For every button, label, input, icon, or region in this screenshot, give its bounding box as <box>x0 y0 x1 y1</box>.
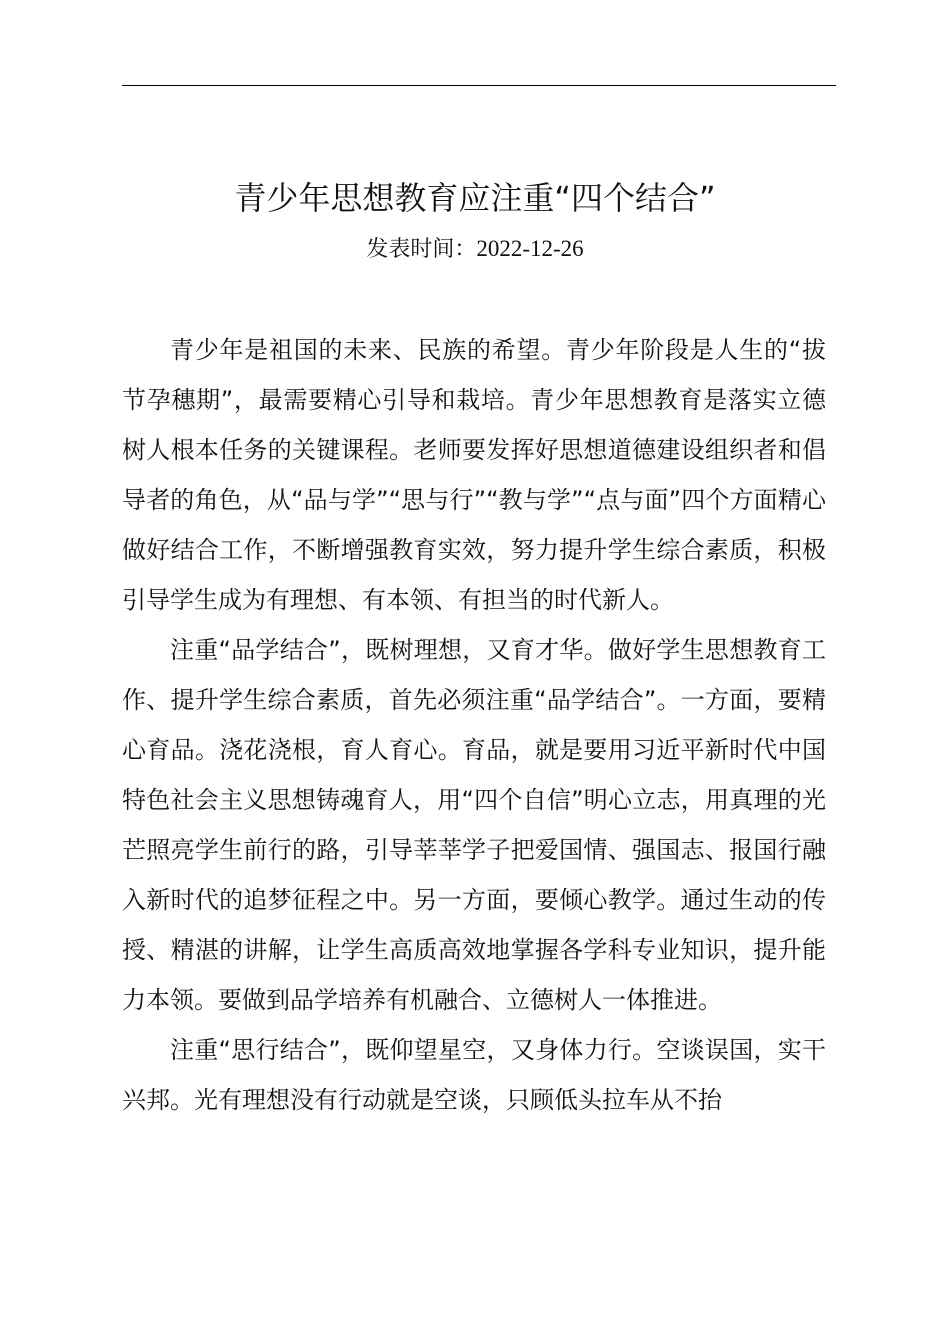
paragraph-pin-xue: 注重“品学结合”，既树理想，又育才华。做好学生思想教育工作、提升学生综合素质，首先必须注重“品学结合”。一方面，要精心育品。浇花浇根，育人育心。育品，就是要用习近平新时代中国特色社会主义思想铸魂育人，用“四个自信”明心立志，用真理的光芒照亮学生前行的路，引导莘莘学子把爱国情、强国志、报国行融入新时代的追梦征程之中。另一方面，要倾心教学。通过生动的传授、精湛的讲解，让学生高质高效地掌握各学科专业知识，提升能力本领。要做到品学培养有机融合、立德树人一体推进。 <box>122 636 826 1014</box>
article-body <box>122 325 826 1125</box>
article-title: 青少年思想教育应注重“四个结合” <box>234 179 716 217</box>
publish-date-label: 发表时间： <box>366 237 477 262</box>
header-rule <box>122 85 836 86</box>
paragraph-intro: 青少年是祖国的未来、民族的希望。青少年阶段是人生的“拔节孕穗期”，最需要精心引导和栽培。青少年思想教育是落实立德树人根本任务的关键课程。老师要发挥好思想道德建设组织者和倡导者的角色，从“品与学”“思与行”“教与学”“点与面”四个方面精心做好结合工作，不断增强教育实效，努力提升学生综合素质，积极引导学生成为有理想、有本领、有担当的时代新人。 <box>122 336 826 614</box>
publish-date-value: 2022-12-26 <box>476 236 584 261</box>
paragraph-si-xing: 注重“思行结合”，既仰望星空，又身体力行。空谈误国，实干兴邦。光有理想没有行动就是空谈，只顾低头拉车从不抬 <box>122 1036 826 1114</box>
publish-date <box>0 232 950 267</box>
